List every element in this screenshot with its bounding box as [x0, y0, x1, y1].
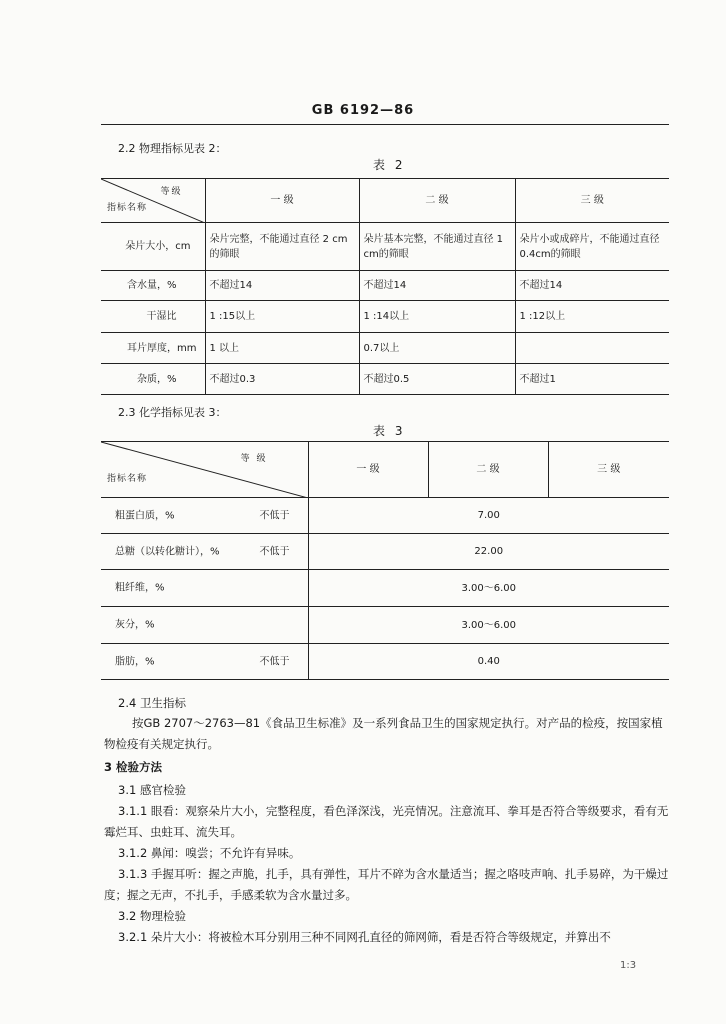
- table-cell: 1 :15以上: [205, 301, 359, 333]
- table-row: [101, 607, 669, 644]
- section-2-3-heading: 2.3 化学指标见表 3：: [118, 406, 227, 419]
- grade-header-1: 一 级: [205, 179, 359, 223]
- section-3-1-1-paragraph: 3.1.1 眼看：观察朵片大小，完整程度，看色泽深浅，光亮情况。注意流耳、拳耳是否符合等级要求，看有无霉烂耳、虫蛀耳、流失耳。: [104, 804, 669, 839]
- table-cell: 1 :12以上: [515, 301, 669, 333]
- row-label: 灰分，%: [115, 619, 155, 631]
- table-cell: 0.40: [308, 644, 669, 680]
- grade-header-1: 一 级: [308, 442, 428, 498]
- grade-header-3: 三 级: [548, 442, 669, 498]
- table-row: [101, 644, 669, 680]
- row-label-cell: [101, 534, 308, 570]
- table-cell: 22.00: [308, 534, 669, 570]
- section-3-2-heading: 3.2 物理检验: [118, 909, 186, 923]
- section-3-2-1-paragraph: 3.2.1 朵片大小：将被检木耳分别用三种不同网孔直径的筛网筛，看是否符合等级规定，并算出不: [118, 930, 611, 944]
- table-cell: 朵片小或成碎片，不能通过直径0.4cm的筛眼: [515, 223, 669, 271]
- table2-caption: 表 2: [373, 158, 406, 172]
- row-label: 粗纤维，%: [115, 582, 165, 594]
- table-cell: 3.00～6.00: [308, 607, 669, 644]
- diagonal-line: [101, 442, 308, 498]
- row-qualifier: 不低于: [259, 546, 290, 557]
- section-2-2-heading: 2.2 物理指标见表 2：: [118, 142, 227, 155]
- standard-number-header: GB 6192—86: [311, 103, 415, 118]
- table-row: [101, 301, 669, 333]
- header-rule: [101, 124, 669, 125]
- corner-grade-label: 等级: [160, 187, 183, 197]
- section-2-4-paragraph: 按GB 2707～2763—81《食品卫生标准》及一系列食品卫生的国家规定执行。对产品的检疫，按国家植物检疫有关规定执行。: [104, 716, 663, 751]
- table2-header-row: [101, 179, 669, 223]
- table-cell: 不超过0.5: [359, 364, 515, 395]
- table-row: [101, 570, 669, 607]
- grade-header-2: 二 级: [359, 179, 515, 223]
- table-cell: 1 :14以上: [359, 301, 515, 333]
- table3-corner-cell: [101, 442, 308, 498]
- row-qualifier: 不低于: [259, 656, 290, 667]
- table-3: [101, 441, 669, 680]
- table-cell: 不超过14: [205, 271, 359, 301]
- row-label: 脂肪，%: [115, 656, 155, 667]
- table-cell: 不超过1: [515, 364, 669, 395]
- row-label: 朵片大小，cm: [101, 223, 205, 271]
- table-cell: 7.00: [308, 498, 669, 534]
- table-cell: 不超过0.3: [205, 364, 359, 395]
- section-3-1-heading: 3.1 感官检验: [118, 783, 186, 797]
- row-qualifier: 不低于: [259, 510, 290, 521]
- table-cell: 0.7以上: [359, 333, 515, 364]
- corner-index-label: 指标名称: [107, 474, 148, 484]
- section-3-heading: 3 检验方法: [104, 760, 163, 774]
- table-cell: 不超过14: [359, 271, 515, 301]
- table-cell: 不超过14: [515, 271, 669, 301]
- table-cell: 3.00～6.00: [308, 570, 669, 607]
- table-cell: 1 以上: [205, 333, 359, 364]
- corner-grade-label: 等 级: [240, 454, 268, 464]
- row-label: 含水量，%: [101, 271, 205, 301]
- table-row: [101, 364, 669, 395]
- row-label: 杂质，%: [101, 364, 205, 395]
- table-cell: 朵片完整，不能通过直径 2 cm的筛眼: [205, 223, 359, 271]
- table-row: [101, 271, 669, 301]
- table-2: [101, 178, 669, 395]
- row-label-cell: [101, 607, 308, 644]
- section-3-1-3-paragraph: 3.1.3 手握耳听：握之声脆，扎手，具有弹性，耳片不碎为含水量适当；握之咯吱声响、扎手易碎，为干燥过度；握之无声，不扎手，手感柔软为含水量过多。: [104, 867, 669, 902]
- page-number: 1:3: [620, 960, 637, 971]
- grade-header-3: 三 级: [515, 179, 669, 223]
- corner-index-label: 指标名称: [107, 203, 148, 213]
- table-cell: 朵片基本完整，不能通过直径 1 cm的筛眼: [359, 223, 515, 271]
- row-label: 粗蛋白质，%: [115, 510, 175, 521]
- table-row: [101, 534, 669, 570]
- grade-header-2: 二 级: [428, 442, 548, 498]
- row-label: 耳片厚度，mm: [101, 333, 205, 364]
- row-label-cell: [101, 644, 308, 680]
- table-cell: [515, 333, 669, 364]
- row-label: 总糖（以转化糖计），%: [115, 546, 220, 557]
- row-label: 干湿比: [101, 301, 205, 333]
- row-label-cell: [101, 498, 308, 534]
- table-row: [101, 223, 669, 271]
- row-label-cell: [101, 570, 308, 607]
- section-2-4-heading: 2.4 卫生指标: [118, 696, 186, 710]
- table3-header-row: [101, 442, 669, 498]
- table-row: [101, 333, 669, 364]
- table3-caption: 表 3: [373, 424, 406, 438]
- table-row: [101, 498, 669, 534]
- table2-corner-cell: [101, 179, 205, 223]
- section-3-1-2-paragraph: 3.1.2 鼻闻：嗅尝；不允许有异味。: [118, 846, 301, 860]
